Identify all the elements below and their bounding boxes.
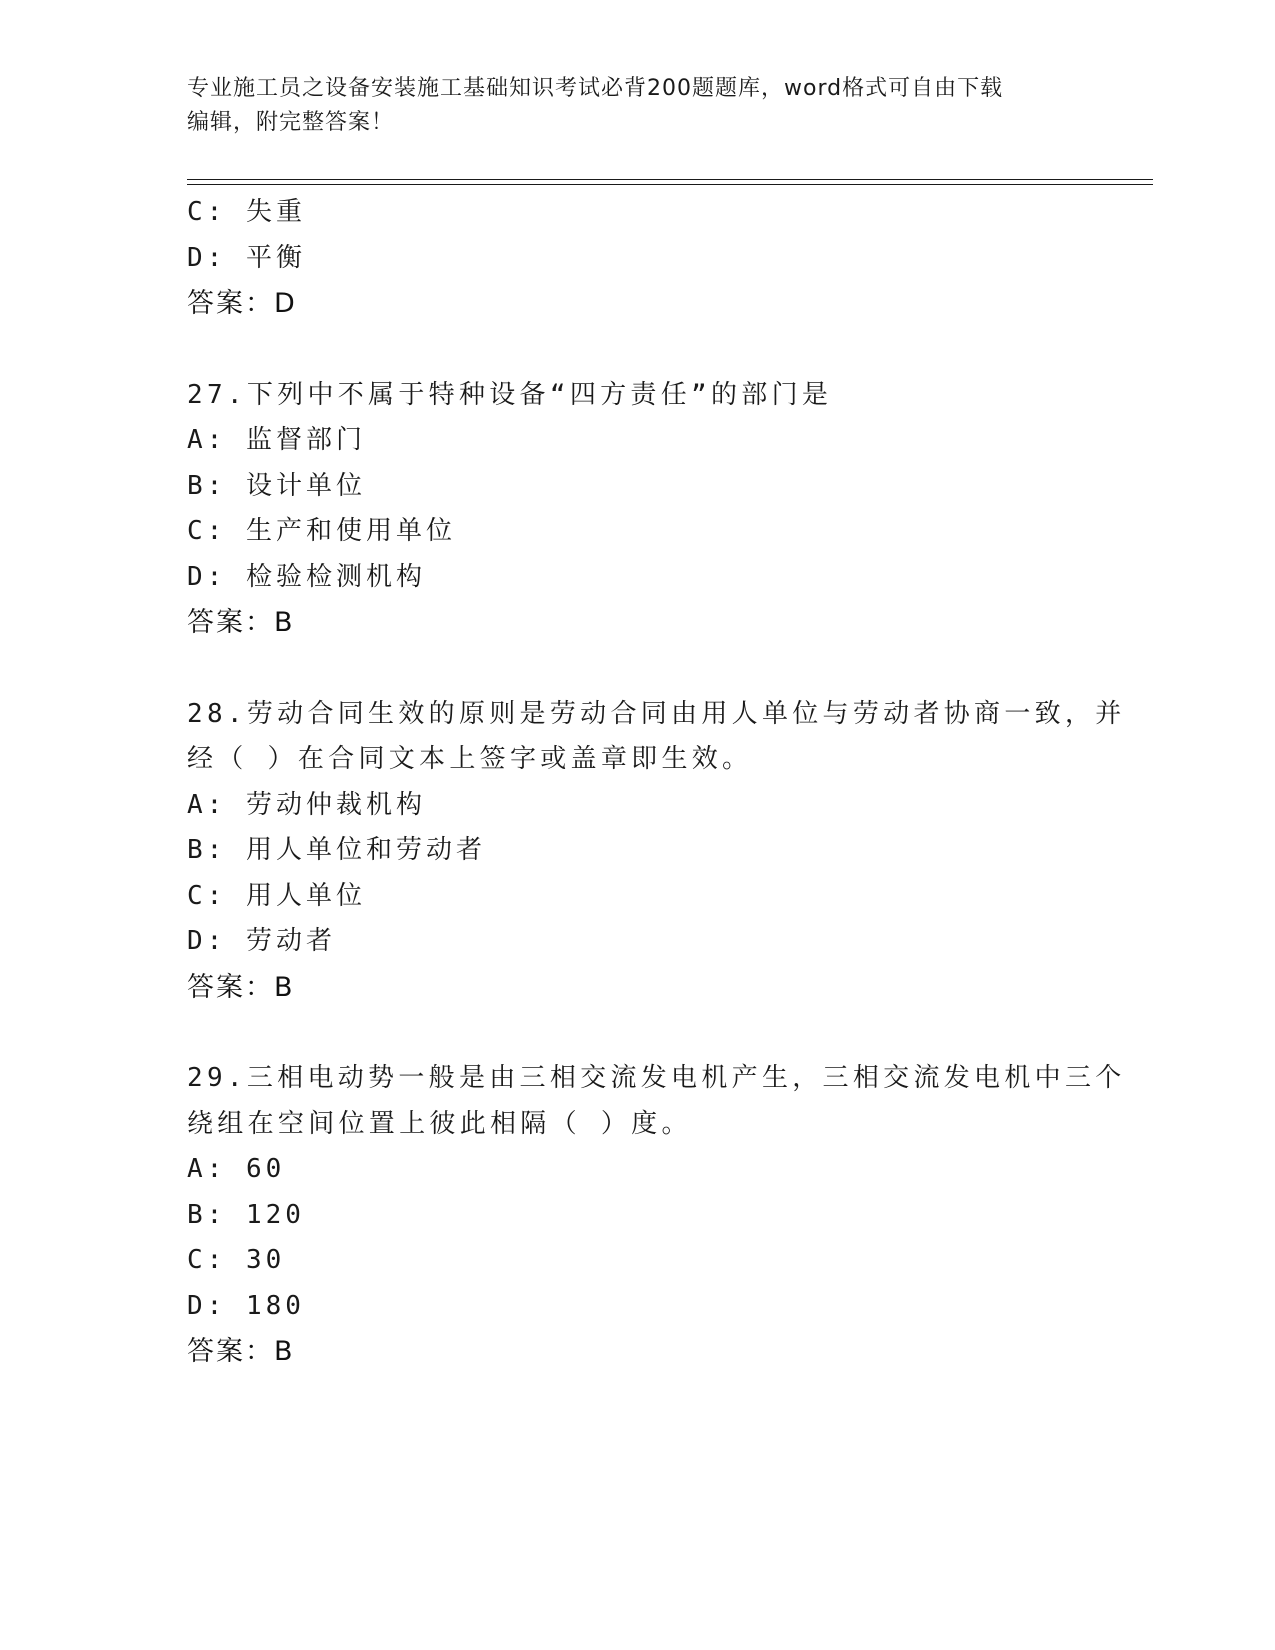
question-stem: 27.下列中不属于特种设备“四方责任”的部门是 bbox=[187, 379, 833, 410]
option-d: D: 检验检测机构 bbox=[187, 561, 426, 592]
option-c: C: 生产和使用单位 bbox=[187, 516, 456, 546]
option-b: B: 用人单位和劳动者 bbox=[187, 835, 486, 865]
option-c: C: 失重 bbox=[187, 197, 306, 227]
header-divider-bottom bbox=[187, 184, 1153, 185]
document-header bbox=[187, 72, 1067, 140]
option-b: B: 120 bbox=[187, 1199, 305, 1230]
answer-line: 答案：B bbox=[187, 1336, 295, 1367]
question-stem-line-2: 经（ ）在合同文本上签字或盖章即生效。 bbox=[187, 744, 753, 774]
question-28 bbox=[187, 692, 1126, 1011]
option-a: A: 监督部门 bbox=[187, 425, 366, 455]
header-divider-top bbox=[187, 179, 1153, 180]
question-27 bbox=[187, 373, 1087, 646]
header-title-line-2: 编辑，附完整答案！ bbox=[187, 110, 395, 135]
answer-line: 答案：D bbox=[187, 288, 297, 319]
option-d: D: 180 bbox=[187, 1290, 305, 1321]
question-stem-line-2: 绕组在空间位置上彼此相隔（ ）度。 bbox=[187, 1108, 692, 1139]
header-title-line-1: 专业施工员之设备安装施工基础知识考试必背200题题库，word格式可自由下载 bbox=[187, 76, 1004, 101]
option-a: A: 劳动仲裁机构 bbox=[187, 789, 426, 820]
option-b: B: 设计单位 bbox=[187, 470, 366, 501]
question-26-fragment bbox=[187, 190, 1087, 327]
question-29 bbox=[187, 1056, 1126, 1375]
option-c: C: 30 bbox=[187, 1245, 286, 1275]
question-stem-line-1: 28.劳动合同生效的原则是劳动合同由用人单位与劳动者协商一致，并 bbox=[187, 698, 1126, 729]
option-c: C: 用人单位 bbox=[187, 880, 366, 911]
question-stem-line-1: 29.三相电动势一般是由三相交流发电机产生，三相交流发电机中三个 bbox=[187, 1063, 1126, 1093]
option-a: A: 60 bbox=[187, 1154, 286, 1184]
question-list bbox=[187, 190, 1126, 1375]
option-d: D: 劳动者 bbox=[187, 926, 336, 956]
answer-line: 答案：B bbox=[187, 971, 295, 1003]
answer-line: 答案：B bbox=[187, 607, 295, 638]
option-d: D: 平衡 bbox=[187, 242, 306, 273]
